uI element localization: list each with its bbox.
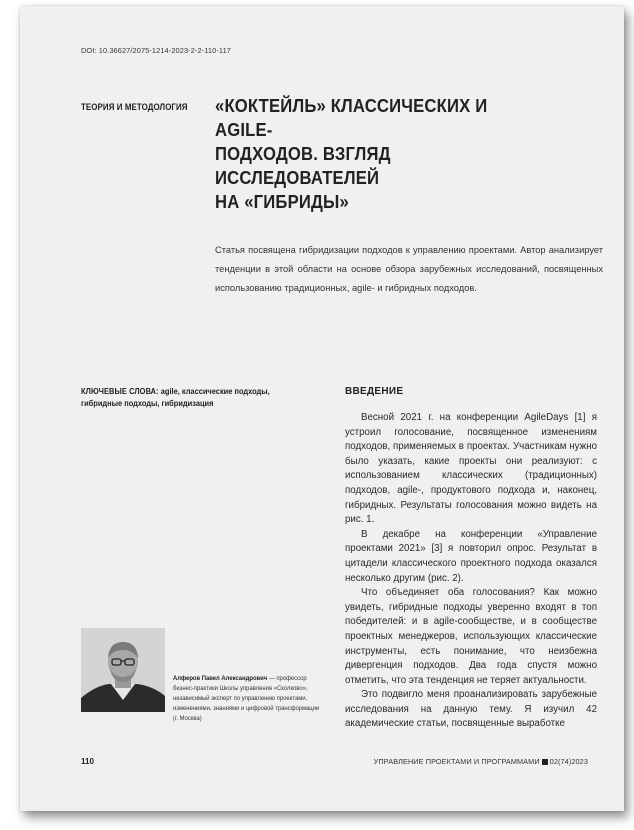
journal-page [20, 6, 624, 811]
title-line-2: ПОДХОДОВ. ВЗГЛЯД ИССЛЕДОВАТЕЛЕЙ [215, 143, 391, 188]
title-line-3: НА «ГИБРИДЫ» [215, 191, 349, 212]
intro-heading: ВВЕДЕНИЕ [345, 386, 404, 397]
section-label: ТЕОРИЯ И МЕТОДОЛОГИЯ [81, 102, 188, 112]
page-number: 110 [81, 757, 94, 766]
author-name: Алферов Павел Александрович [173, 675, 268, 682]
paragraph: Что объединяет оба голосования? Как можно увидеть, гибридные подходы уверенно входят в топ победителей: и в agile-сообществе, и в сообществе проектных менеджеров, использующих классические инструменты, есть понимание, что неизбежна дивергенция подходов. Два года спустя можно отметить, что эта тенденция не теряет актуальности. [345, 587, 597, 686]
journal-name: УПРАВЛЕНИЕ ПРОЕКТАМИ И ПРОГРАММАМИ [373, 757, 540, 766]
author-info [173, 674, 322, 724]
paragraph: В декабре на конференции «Управление проектами 2021» [3] я повторил опрос. Результат в цитадели классического проектного подхода оказался несколько другим (рис. 2). [345, 528, 597, 584]
author-portrait-image [81, 628, 165, 712]
keywords-text: agile, классические подходы, гибридные подходы, гибридизация [81, 387, 270, 408]
paragraph: Весной 2021 г. на конференции AgileDays [1] я устроил голосование, посвященное изменениям подходов, применяемых в проектах. Участникам нужно было указать, какие проекты они реализуют: с использованием классических (традиционных) подходов, agile-, продуктового подхода и, наконец, гибридных. Результаты голосования можно видеть на рис. 1. [345, 412, 597, 526]
author-bio: — профессор бизнес-практики Школы управления «Сколково», независимый эксперт по управлению проектами, изменениями, знаниями и цифровой трансформации (г. Москва) [173, 675, 320, 722]
title-line-1: «КОКТЕЙЛЬ» КЛАССИЧЕСКИХ И AGILE- [215, 95, 488, 140]
article-title [215, 94, 539, 214]
keywords-label: КЛЮЧЕВЫЕ СЛОВА: [81, 387, 159, 396]
abstract: Статья посвящена гибридизации подходов к управлению проектами. Автор анализирует тенденции в этой области на основе обзора зарубежных исследований, посвященных использованию традиционных, agile- и гибридных подходов. [215, 245, 603, 293]
paragraph: Это подвигло меня проанализировать зарубежные исследования на данную тему. Я изучил 42 академические статьи, посвященные выработке [345, 689, 597, 730]
square-separator-icon [542, 759, 548, 765]
journal-footer [374, 757, 588, 766]
journal-issue: 02(74)2023 [549, 757, 588, 766]
doi-line: DOI: 10.36627/2075-1214-2023-2-2-110-117 [81, 46, 231, 55]
keywords [81, 386, 311, 410]
intro-body [345, 411, 597, 732]
author-photo [81, 628, 165, 712]
